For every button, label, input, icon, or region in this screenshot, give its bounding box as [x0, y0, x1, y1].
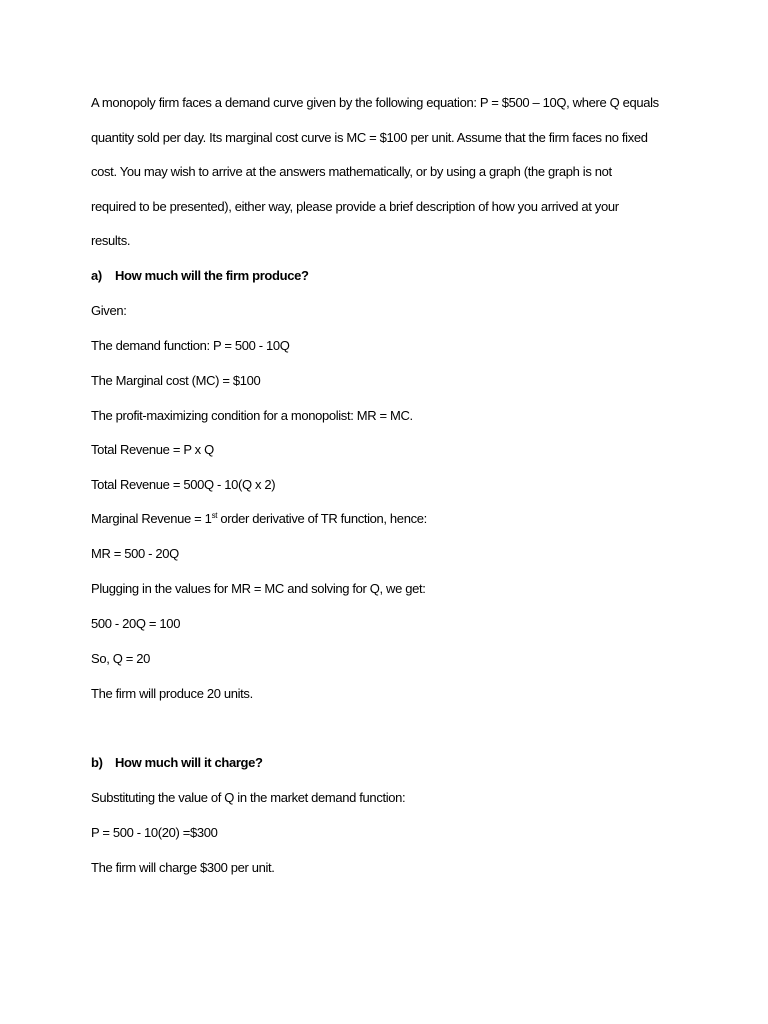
total-revenue-1: Total Revenue = P x Q — [91, 442, 214, 457]
total-revenue-2: Total Revenue = 500Q - 10(Q x 2) — [91, 477, 276, 492]
equation-solve: 500 - 20Q = 100 — [91, 616, 181, 631]
q-result: So, Q = 20 — [91, 651, 151, 666]
given-heading: Given: — [91, 303, 127, 318]
answer-a: The firm will produce 20 units. — [91, 686, 253, 701]
mr-def-superscript: st — [211, 511, 218, 520]
marginal-revenue-definition — [91, 511, 427, 527]
demand-function: The demand function: P = 500 - 10Q — [91, 338, 290, 353]
intro-line-4: required to be presented), either way, please provide a brief description of how you arrived at your — [91, 199, 619, 214]
question-a-text: How much will the firm produce? — [115, 268, 309, 283]
question-a — [91, 268, 309, 284]
question-b — [91, 755, 263, 771]
answer-b: The firm will charge $300 per unit. — [91, 860, 275, 875]
profit-condition: The profit-maximizing condition for a monopolist: MR = MC. — [91, 408, 413, 423]
question-a-label: a) — [91, 268, 102, 283]
question-b-label: b) — [91, 755, 103, 770]
intro-line-3: cost. You may wish to arrive at the answers mathematically, or by using a graph (the graph is not — [91, 164, 612, 179]
marginal-revenue-equation: MR = 500 - 20Q — [91, 546, 179, 561]
mr-def-post: order derivative of TR function, hence: — [217, 511, 427, 526]
intro-line-2: quantity sold per day. Its marginal cost curve is MC = $100 per unit. Assume that the firm faces no fixed — [91, 130, 648, 145]
substitution: Substituting the value of Q in the market demand function: — [91, 790, 406, 805]
mr-def-pre: Marginal Revenue = 1 — [91, 511, 212, 526]
intro-line-5: results. — [91, 233, 131, 248]
price-calculation: P = 500 - 10(20) =$300 — [91, 825, 218, 840]
intro-line-1: A monopoly firm faces a demand curve given by the following equation: P = $500 – 10Q, where Q equals — [91, 95, 659, 110]
marginal-cost: The Marginal cost (MC) = $100 — [91, 373, 261, 388]
question-b-text: How much will it charge? — [115, 755, 263, 770]
plugging-values: Plugging in the values for MR = MC and solving for Q, we get: — [91, 581, 426, 596]
